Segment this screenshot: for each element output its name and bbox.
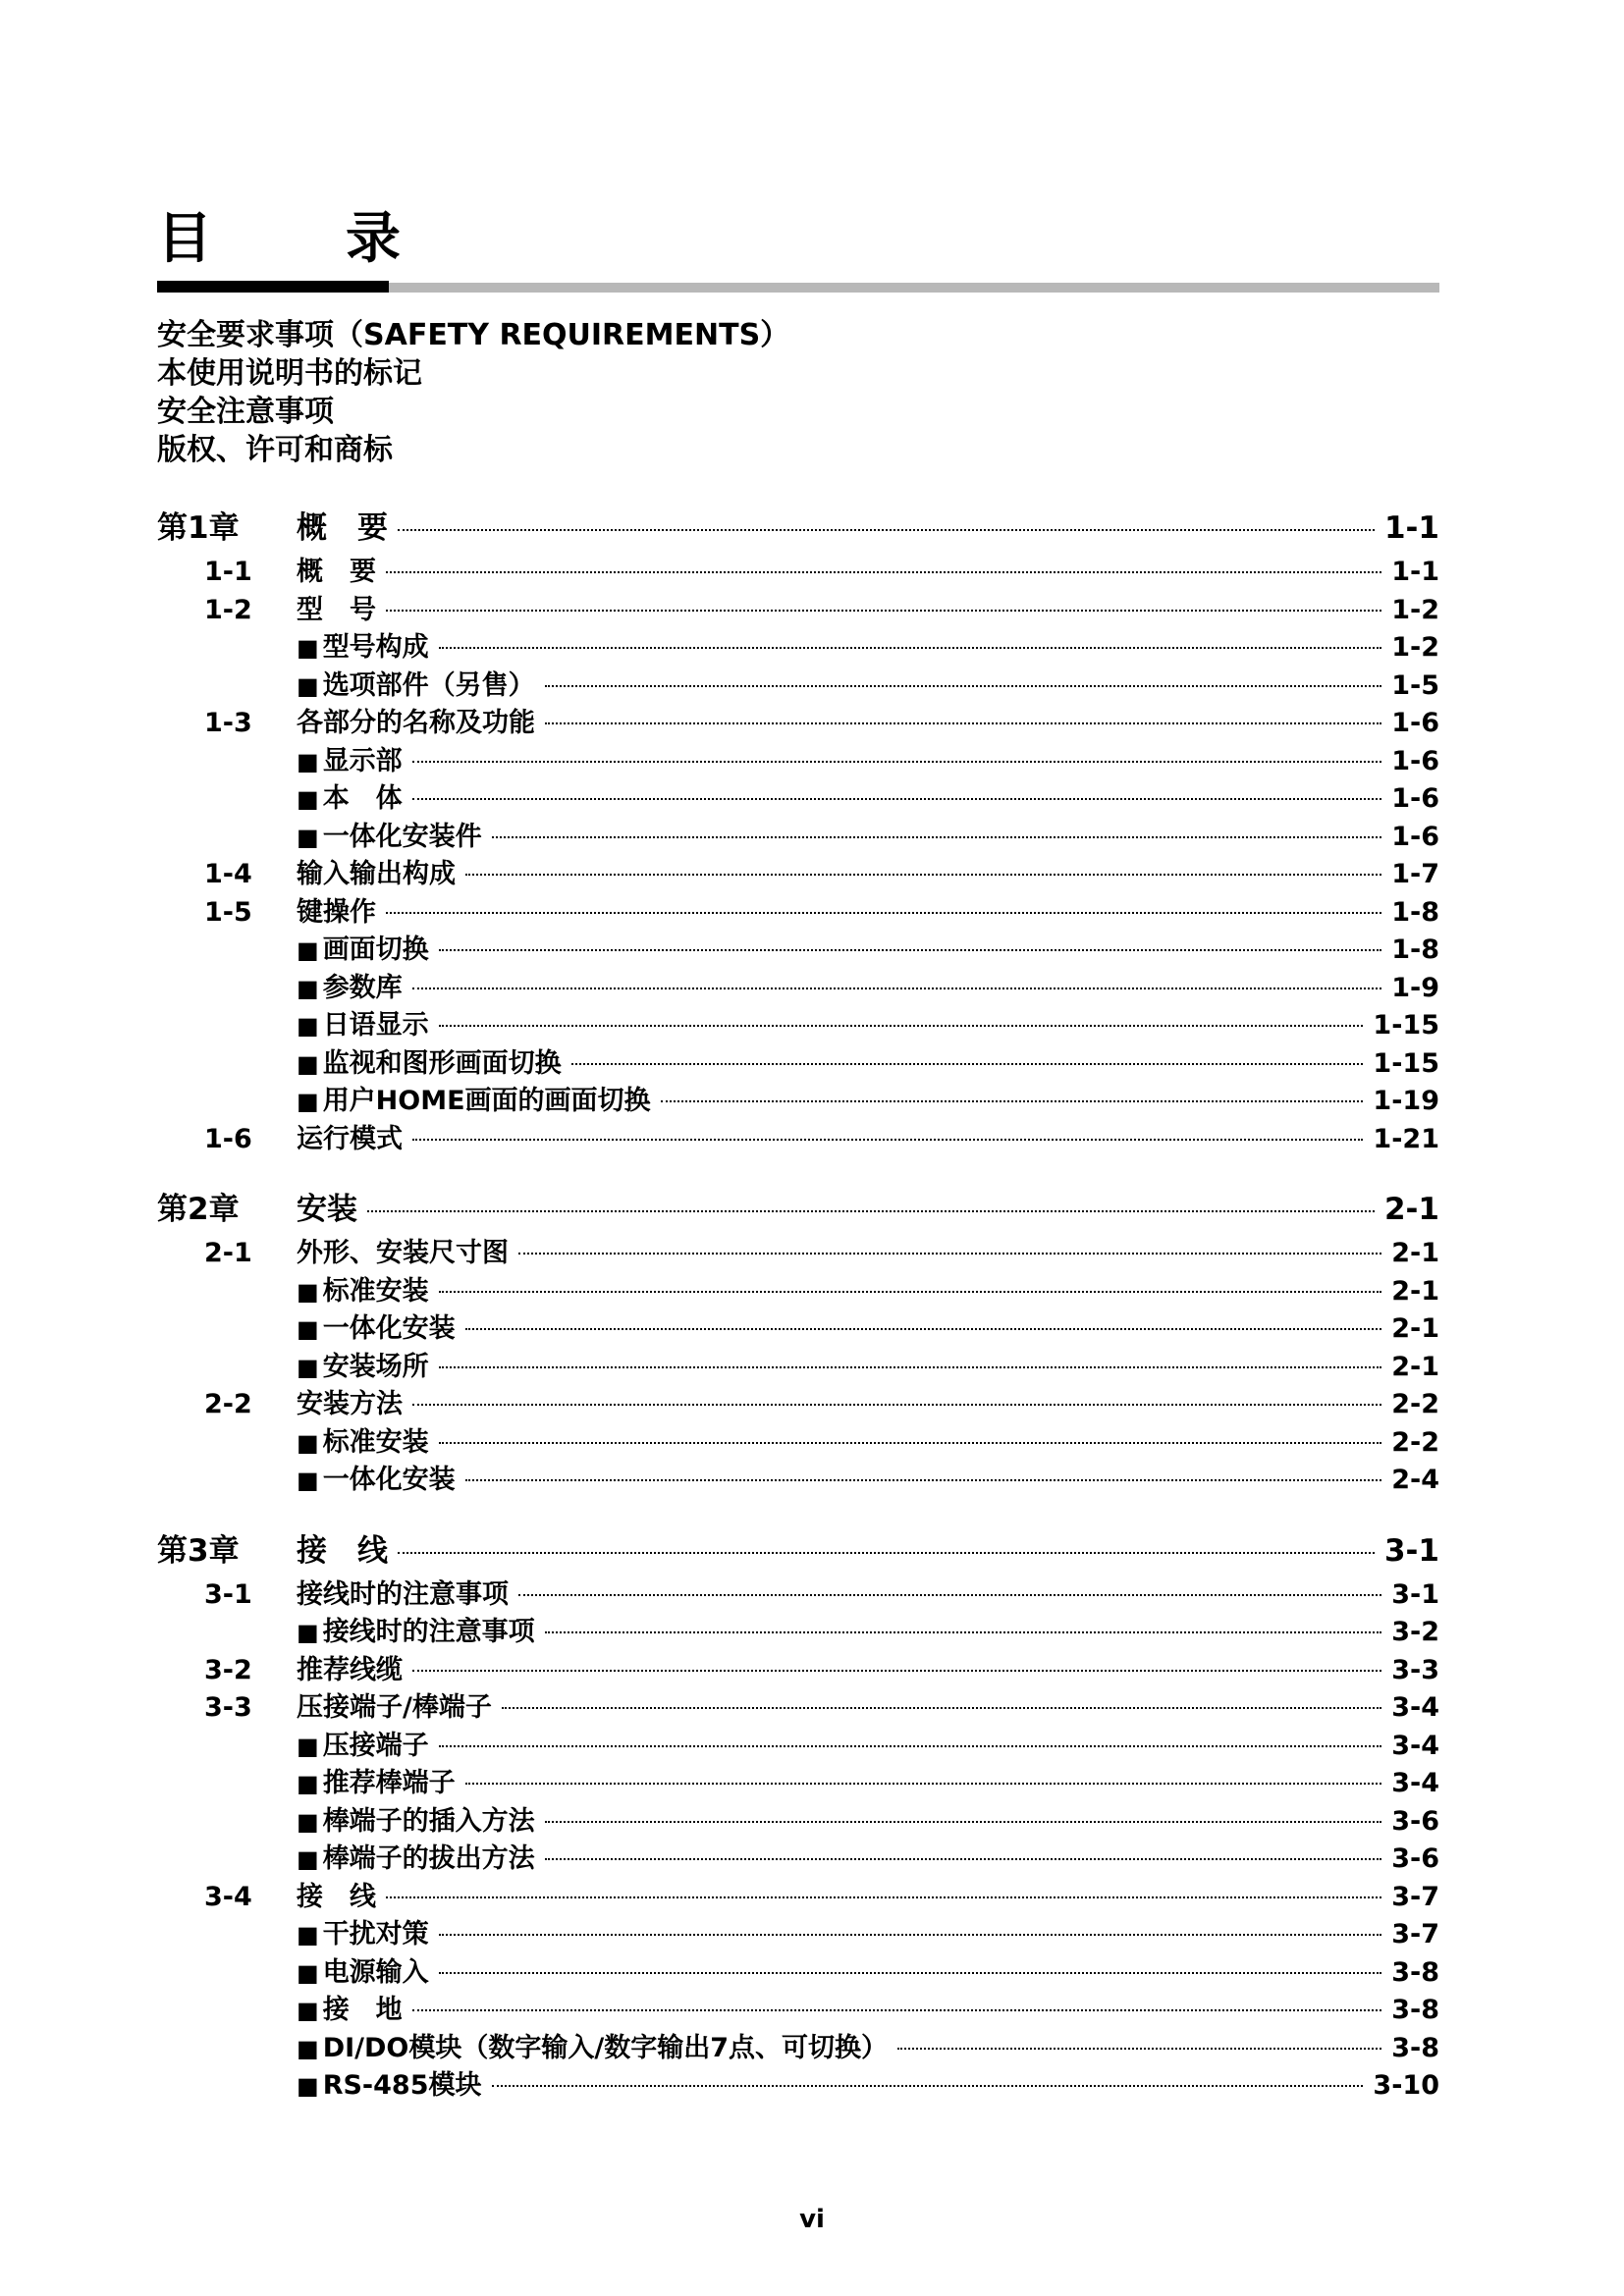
toc-section-row[interactable] — [157, 1576, 1439, 1615]
chapter-number: 第3章 — [157, 1532, 240, 1569]
subsection-title: 一体化安装 — [322, 1313, 456, 1344]
section-number: 1-5 — [204, 896, 252, 928]
page-ref: 1-1 — [1391, 557, 1439, 587]
toc-subsection-row[interactable] — [157, 667, 1439, 706]
square-bullet-icon: ■ — [297, 2034, 319, 2062]
dot-leader — [571, 1063, 1364, 1065]
page-title: 目 录 — [157, 207, 440, 271]
toc-section-row[interactable] — [157, 1689, 1439, 1728]
subsection-title: 型号构成 — [322, 632, 429, 663]
square-bullet-icon: ■ — [297, 1012, 319, 1040]
page-ref: 2-1 — [1391, 1351, 1439, 1382]
page-ref: 1-8 — [1391, 896, 1439, 928]
section-title: 压接端子/棒端子 — [297, 1692, 492, 1723]
square-bullet-icon: ■ — [297, 1428, 319, 1457]
dot-leader — [439, 1366, 1382, 1368]
dot-leader — [545, 722, 1381, 724]
section-title: 运行模式 — [297, 1123, 403, 1154]
toc-section-row[interactable] — [157, 1235, 1439, 1273]
square-bullet-icon: ■ — [297, 1807, 319, 1836]
page-ref: 1-9 — [1391, 972, 1439, 1003]
toc-subsection-row[interactable] — [157, 1424, 1439, 1463]
chapter-number: 第2章 — [157, 1192, 240, 1227]
page-ref: 1-15 — [1373, 1047, 1439, 1079]
page-ref: 3-7 — [1391, 1919, 1439, 1949]
dot-leader — [439, 1934, 1382, 1936]
page-ref: 1-2 — [1391, 594, 1439, 625]
subsection-title: 推荐棒端子 — [322, 1768, 456, 1798]
section-title: 输入输出构成 — [297, 859, 456, 889]
subsection-title: 安装场所 — [322, 1351, 429, 1382]
section-number: 2-2 — [204, 1389, 252, 1419]
page-ref: 2-1 — [1383, 1192, 1439, 1227]
page-ref: 3-6 — [1391, 1843, 1439, 1874]
chapter-title: 概 要 — [297, 510, 388, 546]
page-ref: 1-15 — [1373, 1010, 1439, 1041]
subsection-title: 接 地 — [322, 1995, 403, 2025]
page-ref: 3-4 — [1391, 1692, 1439, 1723]
page-ref: 1-8 — [1391, 934, 1439, 965]
dot-leader — [465, 1783, 1382, 1785]
toc-subsection-row[interactable] — [157, 1803, 1439, 1842]
page-ref: 1-5 — [1391, 669, 1439, 701]
subsection-title: 用户HOME画面的画面切换 — [322, 1086, 651, 1116]
front-matter-copyright[interactable]: 版权、许可和商标 — [157, 433, 393, 467]
section-title: 概 要 — [297, 557, 376, 587]
page-ref: 3-8 — [1391, 1995, 1439, 2025]
square-bullet-icon: ■ — [297, 1770, 319, 1797]
dot-leader — [545, 685, 1382, 687]
subsection-title: 一体化安装件 — [322, 821, 482, 852]
toc-subsection-row[interactable] — [157, 1310, 1439, 1349]
toc-section-row[interactable] — [157, 1879, 1439, 1917]
page-ref: 1-6 — [1391, 745, 1439, 776]
section-number: 1-1 — [204, 557, 252, 587]
toc-section-row[interactable] — [157, 554, 1439, 592]
subsection-title: 选项部件（另售） — [322, 669, 535, 701]
subsection-title: 显示部 — [322, 745, 403, 776]
toc-subsection-row[interactable] — [157, 1614, 1439, 1652]
title-rule-gray — [389, 283, 1439, 293]
page-ref: 3-4 — [1391, 1730, 1439, 1761]
section-title: 键操作 — [297, 896, 376, 928]
section-title: 接 线 — [297, 1881, 376, 1912]
section-number: 3-4 — [204, 1881, 252, 1912]
square-bullet-icon: ■ — [297, 823, 319, 851]
toc-subsection-row[interactable] — [157, 2030, 1439, 2068]
section-number: 3-3 — [204, 1692, 252, 1723]
dot-leader — [412, 988, 1382, 989]
square-bullet-icon: ■ — [297, 1958, 319, 1987]
dot-leader — [439, 1291, 1382, 1293]
toc-section-row[interactable] — [157, 894, 1439, 933]
square-bullet-icon: ■ — [297, 974, 319, 1002]
toc-subsection-row[interactable] — [157, 780, 1439, 819]
toc-chapter-row[interactable] — [157, 503, 1439, 554]
subsection-title: 标准安装 — [322, 1426, 429, 1458]
toc-section-row[interactable] — [157, 592, 1439, 630]
dot-leader — [412, 761, 1382, 763]
dot-leader — [412, 798, 1382, 800]
front-matter-safety-precautions[interactable]: 安全注意事项 — [157, 395, 334, 429]
square-bullet-icon: ■ — [297, 1088, 319, 1115]
toc-subsection-row[interactable] — [157, 1728, 1439, 1766]
page-ref: 3-8 — [1391, 1956, 1439, 1988]
section-number: 1-4 — [204, 859, 252, 889]
dot-leader — [502, 1707, 1381, 1709]
toc-subsection-row[interactable] — [157, 1841, 1439, 1879]
page-ref: 2-2 — [1391, 1389, 1439, 1419]
toc-subsection-row[interactable] — [157, 1045, 1439, 1084]
dot-leader — [518, 1594, 1381, 1596]
front-matter-safety-requirements[interactable]: 安全要求事项（SAFETY REQUIREMENTS） — [157, 318, 790, 352]
chapter-block — [157, 1525, 1439, 2106]
page-ref: 3-8 — [1391, 2032, 1439, 2063]
section-number: 1-3 — [204, 708, 252, 738]
dot-leader — [398, 1552, 1375, 1554]
toc-subsection-row[interactable] — [157, 743, 1439, 781]
square-bullet-icon: ■ — [297, 1467, 319, 1494]
toc-subsection-row[interactable] — [157, 970, 1439, 1008]
toc-section-row[interactable] — [157, 1386, 1439, 1424]
toc-subsection-row[interactable] — [157, 1007, 1439, 1045]
subsection-title: RS-485模块 — [322, 2070, 482, 2101]
toc-subsection-row[interactable] — [157, 819, 1439, 857]
page-ref: 1-1 — [1383, 510, 1439, 546]
page-ref: 2-1 — [1391, 1275, 1439, 1307]
subsection-title: 日语显示 — [322, 1010, 429, 1041]
dot-leader — [386, 571, 1381, 573]
square-bullet-icon: ■ — [297, 785, 319, 813]
dot-leader — [412, 2009, 1382, 2011]
front-matter-list — [157, 316, 789, 469]
page-ref: 2-1 — [1391, 1313, 1439, 1344]
dot-leader — [412, 1670, 1381, 1672]
dot-leader — [545, 1631, 1382, 1633]
page-ref: 2-4 — [1391, 1465, 1439, 1495]
square-bullet-icon: ■ — [297, 1732, 319, 1760]
square-bullet-icon: ■ — [297, 1997, 319, 2024]
chapter-list — [157, 503, 1439, 2106]
toc-subsection-row[interactable] — [157, 1349, 1439, 1387]
dot-leader — [465, 1328, 1382, 1330]
chapter-block — [157, 1184, 1439, 1500]
square-bullet-icon: ■ — [297, 634, 319, 662]
dot-leader — [439, 1972, 1382, 1974]
toc-chapter-row[interactable] — [157, 1184, 1439, 1235]
dot-leader — [492, 2085, 1364, 2087]
page-ref: 1-7 — [1391, 859, 1439, 889]
footer-page-number: vi — [799, 2205, 825, 2234]
dot-leader — [439, 1025, 1364, 1027]
page-ref: 2-2 — [1391, 1426, 1439, 1458]
toc-section-row[interactable] — [157, 1121, 1439, 1159]
dot-leader — [439, 949, 1382, 951]
section-title: 安装方法 — [297, 1389, 403, 1419]
toc-subsection-row[interactable] — [157, 629, 1439, 667]
square-bullet-icon: ■ — [297, 1315, 319, 1343]
square-bullet-icon: ■ — [297, 747, 319, 775]
dot-leader — [386, 912, 1381, 914]
toc-section-row[interactable] — [157, 856, 1439, 894]
section-number: 3-2 — [204, 1654, 252, 1685]
toc-subsection-row[interactable] — [157, 1273, 1439, 1311]
square-bullet-icon: ■ — [297, 671, 319, 700]
subsection-title: DI/DO模块（数字输入/数字输出7点、可切换） — [322, 2032, 889, 2063]
subsection-title: 本 体 — [322, 783, 403, 814]
chapter-title: 安装 — [297, 1192, 357, 1227]
page-ref: 3-7 — [1391, 1881, 1439, 1912]
square-bullet-icon: ■ — [297, 1619, 319, 1646]
page-ref: 1-6 — [1391, 821, 1439, 852]
toc-chapter-row[interactable] — [157, 1525, 1439, 1576]
dot-leader — [492, 836, 1382, 838]
toc-subsection-row[interactable] — [157, 1992, 1439, 2030]
page-ref: 3-1 — [1391, 1578, 1439, 1610]
section-title: 外形、安装尺寸图 — [297, 1238, 509, 1268]
front-matter-manual-notation[interactable]: 本使用说明书的标记 — [157, 356, 422, 391]
dot-leader — [386, 1896, 1381, 1898]
section-title: 推荐线缆 — [297, 1654, 403, 1685]
square-bullet-icon: ■ — [297, 1845, 319, 1873]
subsection-title: 接线时的注意事项 — [322, 1617, 535, 1647]
section-title: 各部分的名称及功能 — [297, 708, 535, 738]
dot-leader — [439, 1442, 1382, 1444]
square-bullet-icon: ■ — [297, 1277, 319, 1306]
square-bullet-icon: ■ — [297, 1921, 319, 1949]
square-bullet-icon: ■ — [297, 1353, 319, 1381]
dot-leader — [439, 647, 1382, 649]
page-ref: 1-2 — [1391, 632, 1439, 663]
page-ref: 3-10 — [1373, 2070, 1439, 2101]
subsection-title: 干扰对策 — [322, 1919, 429, 1949]
page-ref: 1-21 — [1373, 1123, 1439, 1154]
subsection-title: 压接端子 — [322, 1730, 429, 1761]
dot-leader — [897, 2048, 1381, 2050]
toc-subsection-row[interactable] — [157, 1083, 1439, 1121]
page-ref: 2-1 — [1391, 1238, 1439, 1268]
dot-leader — [412, 1139, 1363, 1141]
subsection-title: 棒端子的插入方法 — [322, 1805, 535, 1837]
toc-section-row[interactable] — [157, 705, 1439, 743]
subsection-title: 棒端子的拔出方法 — [322, 1843, 535, 1874]
page-ref: 1-6 — [1391, 708, 1439, 738]
subsection-title: 监视和图形画面切换 — [322, 1047, 562, 1079]
page-ref: 3-4 — [1391, 1768, 1439, 1798]
section-number: 1-2 — [204, 594, 252, 625]
dot-leader — [367, 1210, 1375, 1212]
dot-leader — [465, 1479, 1382, 1481]
dot-leader — [398, 529, 1375, 531]
dot-leader — [386, 610, 1381, 612]
subsection-title: 电源输入 — [322, 1956, 429, 1988]
page-ref: 3-3 — [1391, 1654, 1439, 1685]
page-ref: 3-2 — [1391, 1617, 1439, 1647]
square-bullet-icon: ■ — [297, 2072, 319, 2100]
section-title: 型 号 — [297, 594, 376, 625]
dot-leader — [465, 874, 1381, 876]
table-of-contents — [157, 503, 1439, 2131]
toc-section-row[interactable] — [157, 1652, 1439, 1690]
chapter-block — [157, 503, 1439, 1158]
chapter-number: 第1章 — [157, 510, 240, 546]
dot-leader — [518, 1253, 1381, 1255]
subsection-title: 画面切换 — [322, 934, 429, 965]
toc-subsection-row[interactable] — [157, 1916, 1439, 1954]
chapter-title: 接 线 — [297, 1532, 388, 1569]
page-ref: 3-1 — [1383, 1532, 1439, 1569]
dot-leader — [412, 1404, 1381, 1406]
section-title: 接线时的注意事项 — [297, 1578, 509, 1610]
page-ref: 1-6 — [1391, 783, 1439, 814]
dot-leader — [545, 1821, 1382, 1823]
page-ref: 3-6 — [1391, 1805, 1439, 1837]
section-number: 3-1 — [204, 1578, 252, 1610]
toc-subsection-row[interactable] — [157, 1462, 1439, 1500]
toc-subsection-row[interactable] — [157, 932, 1439, 970]
subsection-title: 标准安装 — [322, 1275, 429, 1307]
toc-subsection-row[interactable] — [157, 1954, 1439, 1993]
dot-leader — [439, 1745, 1382, 1747]
section-number: 2-1 — [204, 1238, 252, 1268]
toc-subsection-row[interactable] — [157, 2067, 1439, 2106]
toc-subsection-row[interactable] — [157, 1765, 1439, 1803]
dot-leader — [545, 1858, 1382, 1860]
section-number: 1-6 — [204, 1123, 252, 1154]
square-bullet-icon: ■ — [297, 1049, 319, 1078]
title-rule-black — [157, 281, 389, 293]
square-bullet-icon: ■ — [297, 936, 319, 964]
dot-leader — [661, 1100, 1364, 1102]
subsection-title: 参数库 — [322, 972, 403, 1003]
page-ref: 1-19 — [1373, 1086, 1439, 1116]
subsection-title: 一体化安装 — [322, 1465, 456, 1495]
